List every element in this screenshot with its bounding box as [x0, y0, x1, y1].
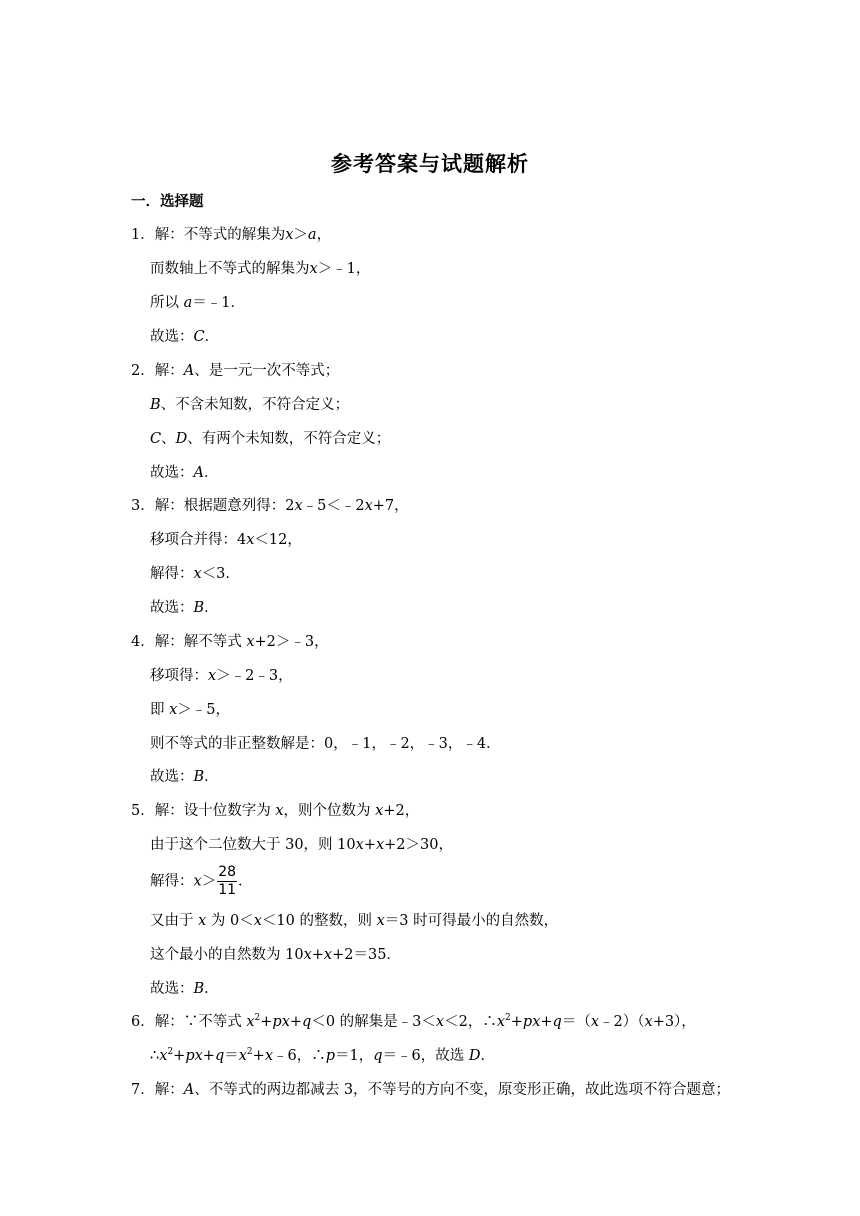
q4-line-2: 移项得：x＞﹣2﹣3， [150, 668, 293, 684]
q4-answer: 故选：B． [150, 769, 219, 785]
q4-line-3: 即 x＞﹣5， [150, 702, 231, 718]
q4-line-4: 则不等式的非正整数解是：0，﹣1，﹣2，﹣3，﹣4． [150, 736, 501, 752]
q5-answer: 故选：B． [150, 981, 219, 997]
q3-answer: 故选：B． [150, 600, 219, 616]
q1-answer: 故选：C． [150, 329, 220, 345]
q1-line-2: 而数轴上不等式的解集为x＞﹣1， [150, 261, 371, 277]
q3-line-1: 3．解：根据题意列得：2x﹣5＜﹣2x+7， [131, 498, 409, 514]
q6-line-1: 6．解：∵不等式 $x^2+px+q<0$ 的解集是﹣3＜x＜2，$\therefore x^2+px+q=(x﹣2)(x+3)$， [131, 1013, 696, 1030]
q6-line-2: $\therefore x^2+px+q=x^2+x﹣6$，∴p＝1，q＝﹣6，故选 D． [150, 1047, 496, 1064]
q1-line-3: 所以 a＝﹣1． [150, 295, 245, 311]
q2-line-2: B、不含未知数，不符合定义； [150, 397, 350, 413]
q3-line-2: 移项合并得：4x＜12， [150, 532, 302, 548]
q5-line-4: 又由于 x 为 0＜x＜10 的整数，则 x＝3 时可得最小的自然数， [150, 913, 559, 929]
section-heading: 一．选择题 [131, 193, 204, 210]
q7-line-1: 7．解：A、不等式的两边都减去 3，不等号的方向不变，原变形正确，故此选项不符合题意； [131, 1082, 731, 1098]
q3-line-3: 解得：x＜3． [150, 566, 240, 582]
q2-line-1: 2．解：A、是一元一次不等式； [131, 363, 340, 379]
q4-line-1: 4．解：解不等式 x+2＞﹣3， [131, 634, 329, 650]
q5-line-5: 这个最小的自然数为 10x+x+2＝35． [150, 947, 401, 963]
q5-line-1: 5．解：设十位数字为 x，则个位数为 x+2， [131, 803, 420, 819]
q1-line-1: 1．解：不等式的解集为x＞a， [131, 227, 332, 243]
q2-answer: 故选：A． [150, 465, 219, 481]
page-title: 参考答案与试题解析 [331, 151, 529, 176]
q5-line-2: 由于这个二位数大于 30，则 10x+x+2＞30， [150, 837, 453, 853]
q5-line-3: 解得：x＞ $\frac{28}{11}$ ． [150, 864, 253, 898]
q2-line-3: C、D、有两个未知数，不符合定义； [150, 431, 391, 447]
fraction: $\frac{28}{11}$ [218, 864, 237, 898]
